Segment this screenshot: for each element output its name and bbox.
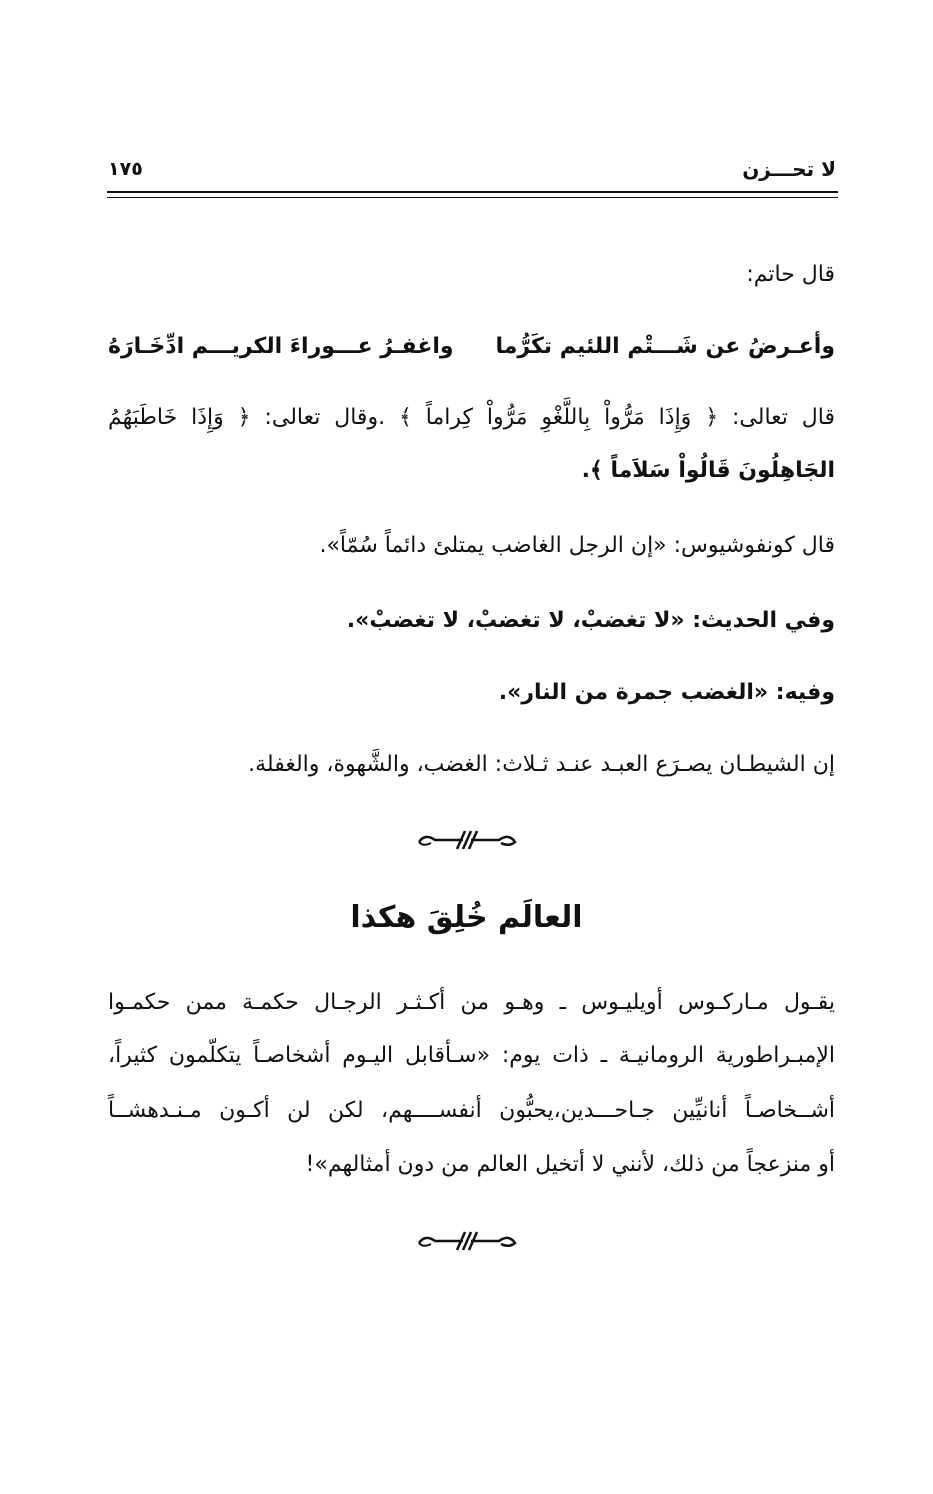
verse-hemistich-left: واغفـرُ عـــوراءَ الكريـــم ادِّخَـارَهُ [108, 334, 454, 359]
quran-line-2: الجَاهِلُونَ قَالُواْ سَلاَماً ﴾. [581, 458, 835, 483]
hadith-line: وفي الحديث: «لا تغضبْ، لا تغضبْ، لا تغضبْ». [346, 608, 835, 633]
quran-line-1: قال تعالى: ﴿ وَإِذَا مَرُّواْ بِاللَّغْوِ مَرُّواْ كِراماً ﴾ .وقال تعالى: ﴿ وَإِذَا خَاطَبَهُمُ [108, 405, 835, 430]
header-rule-thin [107, 197, 838, 198]
hadith-line-2: وفيه: «الغضب جمرة من النار». [498, 680, 835, 705]
verse-hemistich-right: وأعـرضُ عن شَـــتْم اللئيم تكَرُّما [495, 334, 835, 359]
poet-intro: قال حاتم: [746, 262, 835, 287]
paragraph-line-4: أو منزعجاً من ذلك، لأنني لا أتخيل العالم من دون أمثالهم»! [305, 1152, 835, 1177]
header-rule [107, 191, 838, 193]
ornament-divider-icon [415, 827, 519, 853]
confucius-quote: قال كونفوشيوس: «إن الرجل الغاضب يمتلئ دائماً سُمّاً». [319, 533, 835, 558]
running-header-title: لا تحـــزن [742, 157, 836, 181]
page-number: ١٧٥ [108, 158, 143, 180]
satan-line: إن الشيطـان يصـرَع العبـد عنـد ثـلاث: الغضب، والشَّهوة، والغفلة. [248, 752, 835, 777]
ornament-divider-icon [415, 1228, 519, 1254]
section-title: العالَم خُلِقَ هكذا [350, 900, 583, 935]
paragraph-line-2: الإمبـراطورية الرومانيـة ـ ذات يوم: «سـأقابل اليـوم أشخاصـاً يتكلّمون كثيراً، [108, 1043, 835, 1068]
paragraph-line-1: يقـول مـاركـوس أويليـوس ـ وهـو من أكـثـر الرجـال حكمـة ممن حكمـوا [108, 990, 835, 1015]
paragraph-line-3: أشــخاصـاً أنانيِّين جـاحـــدين،يحبُّون أنفســــهم، لكن لن أكـون مـنـدهشــاً [108, 1098, 835, 1123]
